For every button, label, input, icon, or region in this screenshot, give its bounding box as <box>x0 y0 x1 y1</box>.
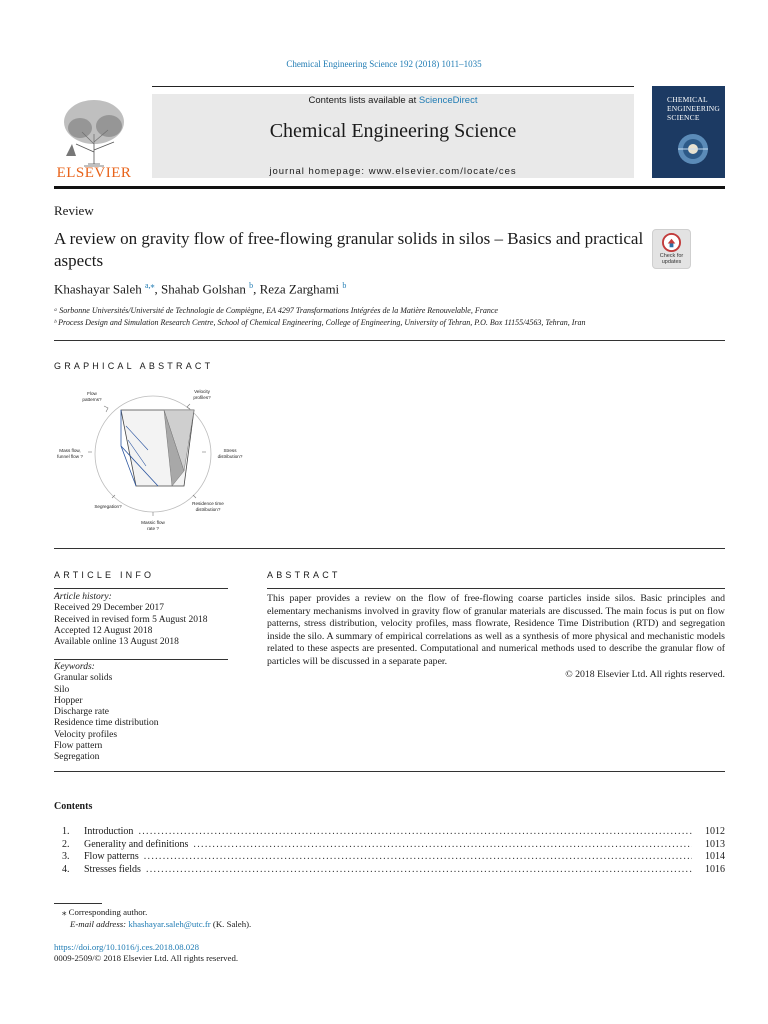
journal-cover-title <box>667 95 725 122</box>
ga-label-mass-flow: Mass flow, <box>59 448 81 453</box>
contents-title: Contents <box>54 801 93 812</box>
article-type: Review <box>54 203 94 218</box>
toc-entry[interactable] <box>62 826 725 838</box>
ga-label-velocity-profiles: Velocity <box>194 389 210 394</box>
abstract-text: This paper provides a review on the flow of free-flowing coarse particles inside silos. Basic principles and elementary mechanisms involved in gravity flow of granular materials are discussed. The main focus is put on flow patterns, stress distribution, velocity profiles, mass flowrate, Residence Time Distribution (RTD) and segregation inside the silo. A summary of empirical correlations as well as a synthesis of more physical and mechanistic models related to these aspects are presented. Computational and numerical methods used to describe the granular flow of particles will be discussed in a separate paper. <box>267 593 725 667</box>
toc-leader <box>144 851 692 862</box>
header-thick-rule <box>54 186 725 189</box>
cover-title-line: SCIENCE <box>667 113 700 122</box>
footnote-rule <box>54 903 102 904</box>
keyword-item: Segregation <box>54 752 100 763</box>
header-rule <box>152 86 634 87</box>
ga-label-stress: Stress <box>223 448 237 453</box>
email-label: E-mail address: <box>70 919 129 929</box>
graphical-abstract-figure[interactable] <box>54 386 254 534</box>
author-affil-marker[interactable]: b <box>342 281 347 290</box>
ga-label-mass-flow-rate: Massic flow <box>141 520 165 525</box>
section-rule <box>54 771 725 772</box>
keywords-list <box>54 662 228 764</box>
ga-label-velocity-profiles: profiles? <box>193 395 211 400</box>
sciencedirect-link[interactable]: ScienceDirect <box>418 95 478 106</box>
affiliation-a: ᵃ Sorbonne Universités/Université de Technologie de Compiègne, EA 4297 Transformations Intégrées de la Matière Renouvelable, France <box>54 306 498 315</box>
author-email-link[interactable]: khashayar.saleh@utc.fr <box>128 919 211 929</box>
homepage-url[interactable]: www.elsevier.com/locate/ces <box>368 166 517 177</box>
check-updates-label: Check for updates <box>659 253 684 265</box>
history-label: Article history: <box>54 592 112 602</box>
toc-number: 1. <box>62 826 70 837</box>
keyword-item: Hopper <box>54 695 83 706</box>
abstract-body <box>267 593 725 681</box>
keyword-item: Flow pattern <box>54 741 103 752</box>
publisher-name: ELSEVIER <box>56 165 132 181</box>
ga-label-mass-flow-rate: rate ? <box>147 526 159 531</box>
abstract-rule <box>267 588 725 589</box>
keyword-item: Discharge rate <box>54 707 109 718</box>
toc-number: 3. <box>62 851 70 862</box>
affiliation-b: ᵇ Process Design and Simulation Research Centre, School of Chemical Engineering, College of Engineering, University of Tehran, P.O. Box 11155/4563, Tehran, Iran <box>54 318 586 327</box>
keyword-item: Granular solids <box>54 673 113 684</box>
abstract-heading: ABSTRACT <box>267 570 341 580</box>
journal-citation-link[interactable]: Chemical Engineering Science 192 (2018) 1011–1035 <box>286 59 482 69</box>
toc-leader <box>146 864 692 875</box>
keywords-rule <box>54 659 228 660</box>
cover-title-line: CHEMICAL <box>667 95 708 104</box>
check-updates-icon <box>662 233 681 252</box>
ga-label-residence: Residence time <box>192 501 224 506</box>
author-separator: , <box>253 281 260 297</box>
author-separator: , <box>154 281 162 297</box>
homepage-prefix: journal homepage: <box>269 166 369 177</box>
article-info-heading: ARTICLE INFO <box>54 570 155 580</box>
ga-label-segregation: Segregation? <box>94 504 122 509</box>
author-name[interactable]: Shahab Golshan <box>161 281 246 297</box>
toc-entry[interactable] <box>62 839 725 851</box>
doi-link[interactable]: https://doi.org/10.1016/j.ces.2018.08.028 <box>54 942 199 952</box>
toc-page: 1013 <box>705 839 725 850</box>
history-entry: Received in revised form 5 August 2018 <box>54 614 208 625</box>
cover-title-line: ENGINEERING <box>667 104 721 113</box>
section-rule <box>54 340 725 341</box>
toc-entry[interactable] <box>62 864 725 876</box>
history-entry: Accepted 12 August 2018 <box>54 625 153 636</box>
author-list <box>54 281 346 297</box>
ga-label-stress: distribution? <box>217 454 243 459</box>
journal-homepage <box>152 166 634 177</box>
keyword-item: Velocity profiles <box>54 729 118 740</box>
section-rule <box>54 548 725 549</box>
toc-entry[interactable] <box>62 851 725 863</box>
toc-leader <box>193 839 692 850</box>
check-for-updates-button[interactable] <box>652 229 691 269</box>
toc-page: 1012 <box>705 826 725 837</box>
toc-page: 1014 <box>705 851 725 862</box>
ga-label-residence: distribution? <box>195 507 221 512</box>
ga-label-flow-patterns: Flow <box>87 391 97 396</box>
ga-label-flow-patterns: patterns? <box>82 397 102 402</box>
toc-label[interactable]: Generality and definitions <box>84 839 189 850</box>
author-affil-marker[interactable]: b <box>249 281 254 290</box>
keywords-label: Keywords: <box>54 662 95 672</box>
toc-leader <box>138 826 692 837</box>
article-history <box>54 592 228 648</box>
toc-label[interactable]: Stresses fields <box>84 864 141 875</box>
cover-art-graphic <box>676 132 710 166</box>
keyword-item: Residence time distribution <box>54 718 159 729</box>
journal-name: Chemical Engineering Science <box>269 120 517 142</box>
contents-prefix: Contents lists available at <box>308 95 419 106</box>
graphical-abstract-heading: GRAPHICAL ABSTRACT <box>54 361 214 371</box>
contents-available-line <box>152 95 634 106</box>
email-suffix: (K. Saleh). <box>210 919 252 929</box>
history-entry: Available online 13 August 2018 <box>54 637 179 648</box>
abstract-copyright: © 2018 Elsevier Ltd. All rights reserved. <box>565 668 725 680</box>
article-info-rule <box>54 588 228 589</box>
author-name[interactable]: Reza Zarghami <box>259 281 340 297</box>
author-name[interactable]: Khashayar Saleh <box>54 281 142 297</box>
toc-label[interactable]: Introduction <box>84 826 134 837</box>
corresponding-author-note: ⁎ Corresponding author. <box>62 907 148 917</box>
author-affil-marker[interactable]: a,⁎ <box>144 281 155 290</box>
toc-number: 4. <box>62 864 70 875</box>
ga-label-mass-flow: funnel flow ? <box>57 454 83 459</box>
issn-copyright: 0009-2509/© 2018 Elsevier Ltd. All rights reserved. <box>54 953 239 963</box>
article-title: A review on gravity flow of free-flowing granular solids in silos – Basics and practical aspects <box>54 229 644 271</box>
history-entry: Received 29 December 2017 <box>54 603 164 614</box>
email-note <box>70 919 251 929</box>
toc-page: 1016 <box>705 864 725 875</box>
toc-label[interactable]: Flow patterns <box>84 851 139 862</box>
toc-number: 2. <box>62 839 70 850</box>
keyword-item: Silo <box>54 684 70 695</box>
